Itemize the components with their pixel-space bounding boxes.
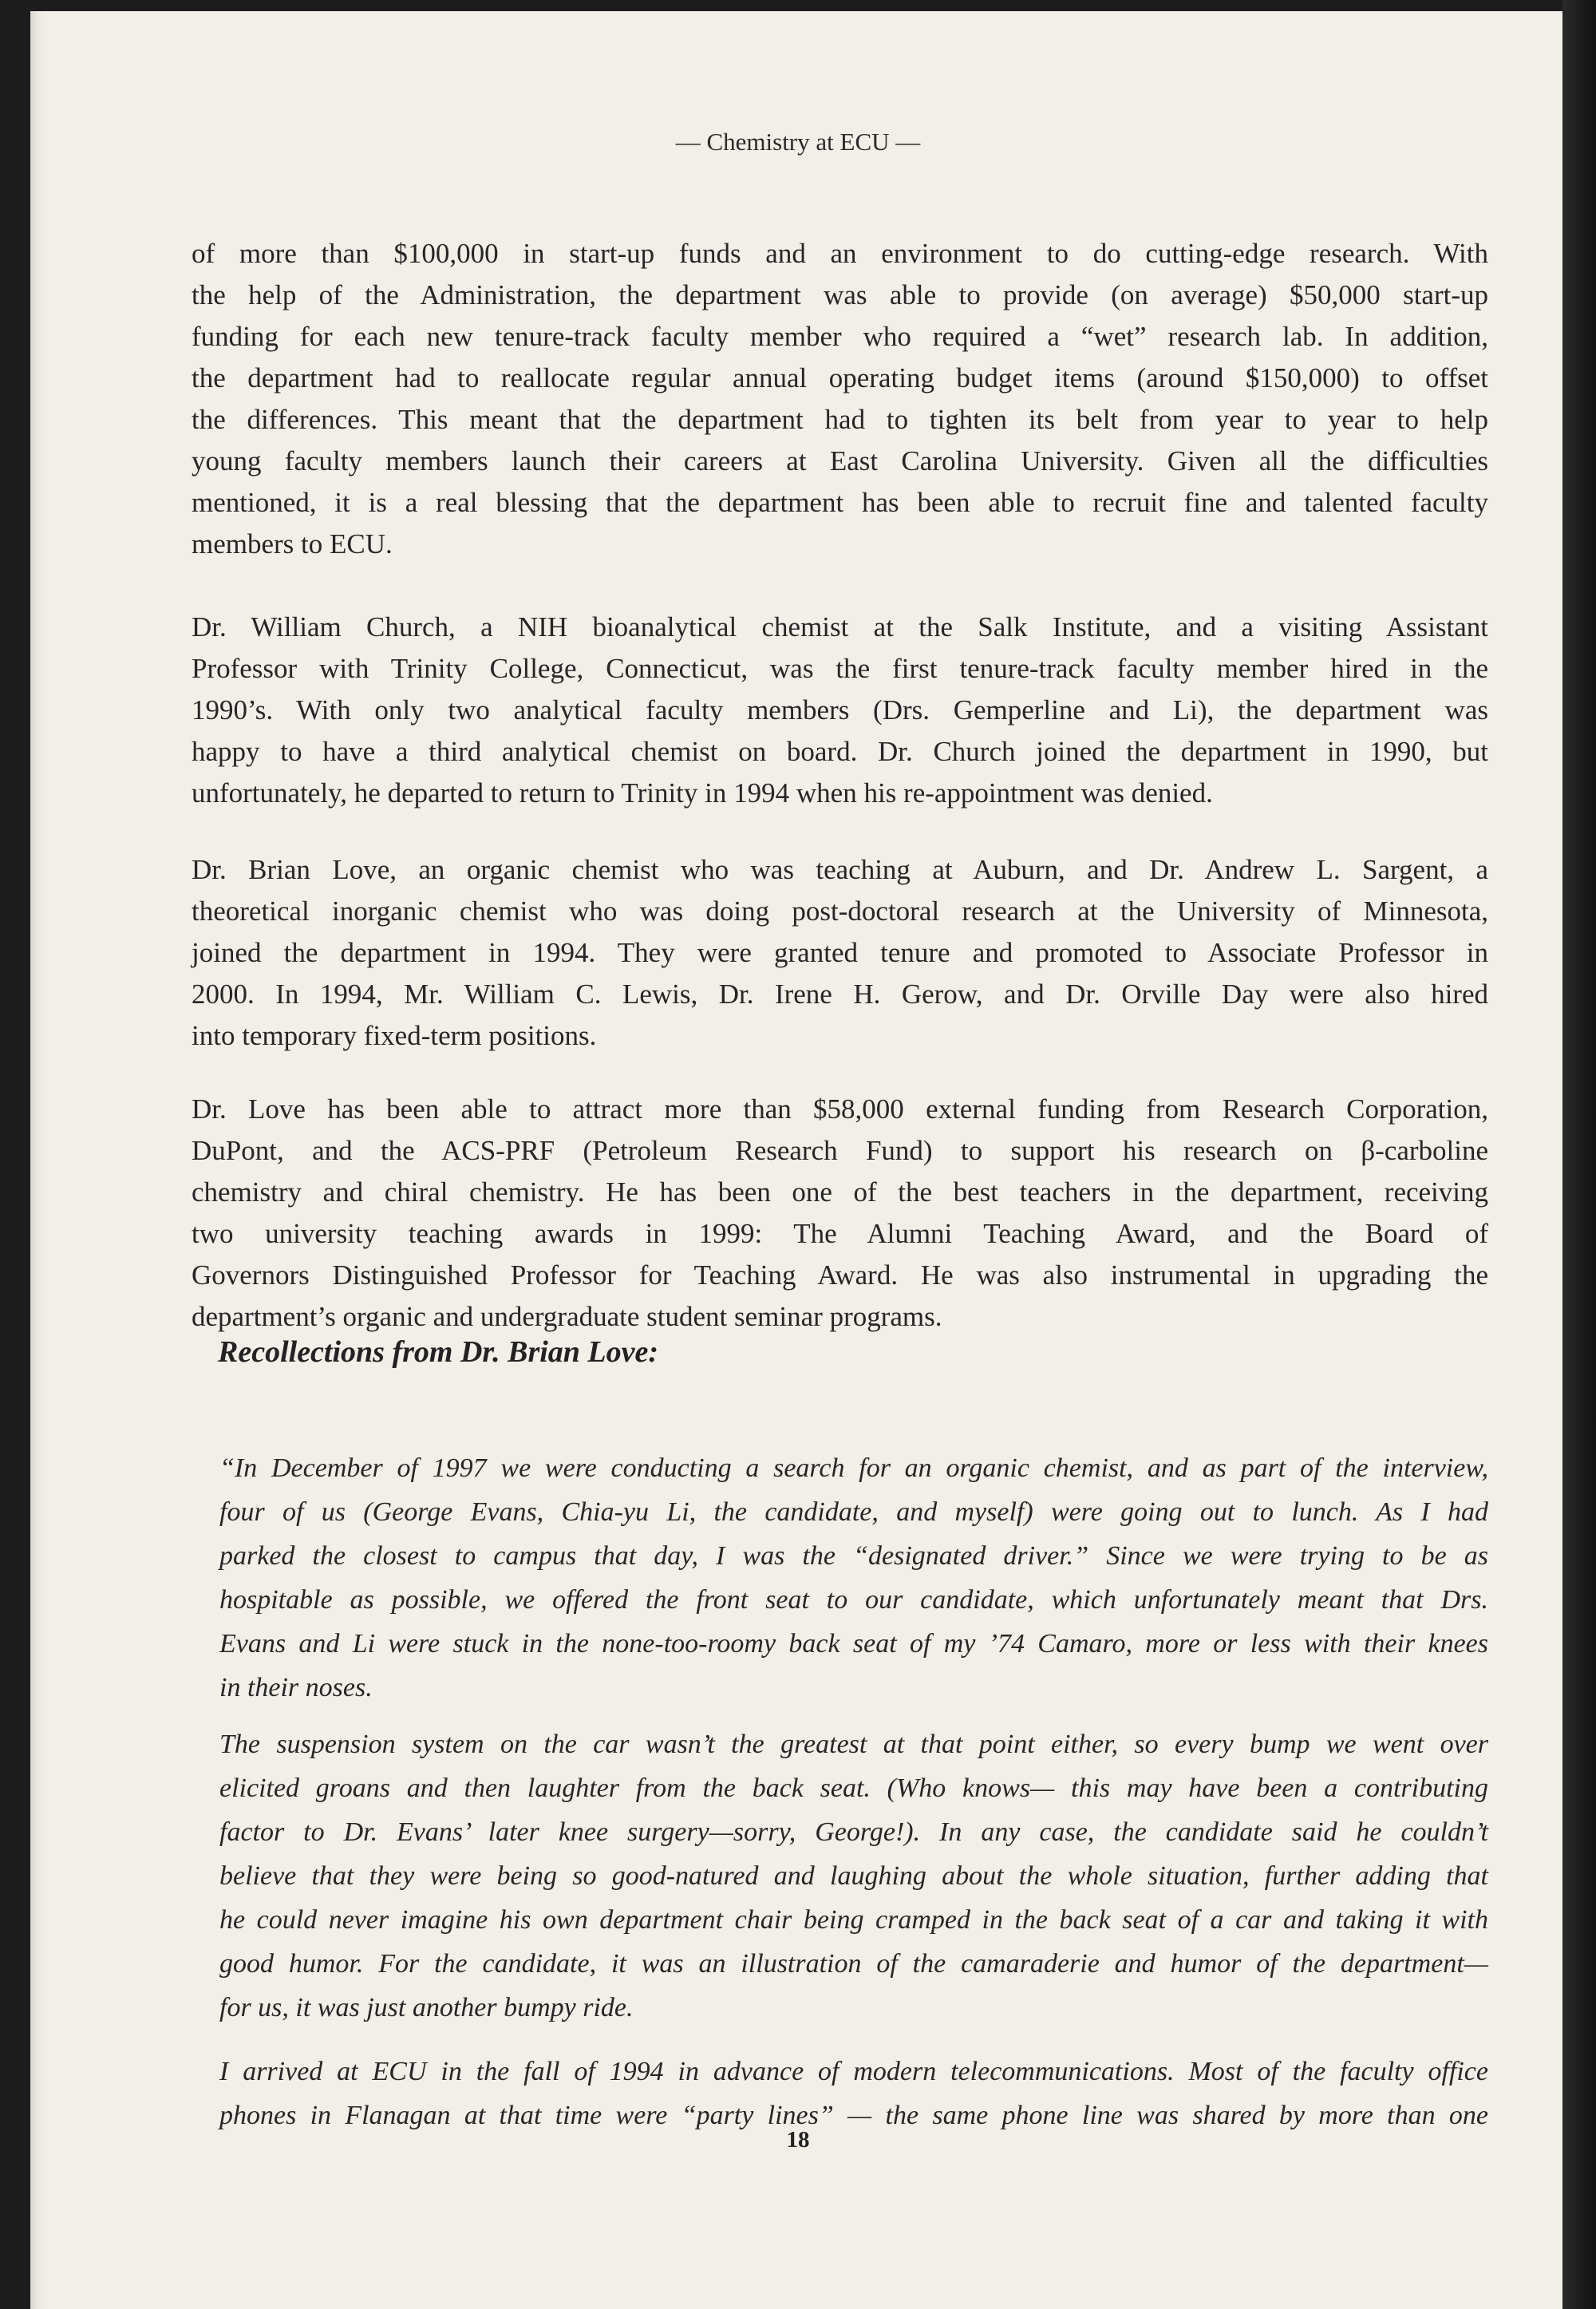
text-line: into temporary fixed-term positions. (192, 1020, 597, 1051)
page-number: 18 (786, 2127, 810, 2153)
text-line: phones in Flanagan at that time were “party lines” — the same phone line was shared by more than one (219, 2101, 1488, 2130)
paragraph-love-funding (192, 1089, 1488, 1338)
text-line: 2000. In 1994, Mr. William C. Lewis, Dr. Irene H. Gerow, and Dr. Orville Day were also hired (192, 979, 1488, 1010)
quote-paragraph-interview (219, 1446, 1488, 1710)
paragraph-brian-love-sargent (192, 849, 1488, 1057)
quote-paragraph-arrival (219, 2050, 1488, 2137)
text-line: joined the department in 1994. They were granted tenure and promoted to Associate Professor in (192, 937, 1488, 968)
section-heading: Recollections from Dr. Brian Love: (218, 1335, 659, 1369)
text-line: he could never imagine his own department chair being cramped in the back seat of a car and taking it with (219, 1905, 1488, 1935)
text-line: members to ECU. (192, 528, 393, 559)
page-stack-edge (30, 11, 48, 2309)
text-line: Governors Distinguished Professor for Teaching Award. He was also instrumental in upgrading the (192, 1259, 1488, 1291)
text-line: department’s organic and undergraduate student seminar programs. (192, 1301, 942, 1332)
text-line: theoretical inorganic chemist who was doing post-doctoral research at the University of Minnesota, (192, 896, 1488, 927)
text-line: “In December of 1997 we were conducting a search for an organic chemist, and as part of the interview, (219, 1453, 1488, 1483)
quote-paragraph-suspension (219, 1722, 1488, 2030)
paragraph-startup-funds (192, 233, 1488, 565)
text-line: mentioned, it is a real blessing that the department has been able to recruit fine and talented faculty (192, 487, 1488, 518)
text-line: I arrived at ECU in the fall of 1994 in advance of modern telecommunications. Most of the faculty office (219, 2057, 1488, 2086)
text-line: Evans and Li were stuck in the none-too-roomy back seat of my ’74 Camaro, more or less with their knees (219, 1629, 1488, 1659)
text-line: 1990’s. With only two analytical faculty members (Drs. Gemperline and Li), the department was (192, 694, 1488, 726)
text-line: chemistry and chiral chemistry. He has been one of the best teachers in the department, receiving (192, 1176, 1488, 1208)
text-line: the help of the Administration, the department was able to provide (on average) $50,000 start-up (192, 279, 1488, 310)
text-line: in their noses. (219, 1673, 373, 1702)
text-line: factor to Dr. Evans’ later knee surgery—sorry, George!). In any case, the candidate said he couldn’t (219, 1817, 1488, 1847)
text-line: DuPont, and the ACS-PRF (Petroleum Research Fund) to support his research on β-carboline (192, 1135, 1488, 1166)
running-header: — Chemistry at ECU — (675, 128, 921, 156)
text-line: young faculty members launch their careers at East Carolina University. Given all the difficulties (192, 445, 1488, 476)
text-line: the department had to reallocate regular annual operating budget items (around $150,000) to offset (192, 362, 1488, 393)
text-line: Dr. Love has been able to attract more than $58,000 external funding from Research Corporation, (192, 1093, 1488, 1125)
text-line: two university teaching awards in 1999: The Alumni Teaching Award, and the Board of (192, 1218, 1488, 1249)
text-line: four of us (George Evans, Chia-yu Li, the candidate, and myself) were going out to lunch. As I had (219, 1497, 1488, 1527)
text-line: Dr. Brian Love, an organic chemist who was teaching at Auburn, and Dr. Andrew L. Sargent, a (192, 854, 1488, 885)
text-line: happy to have a third analytical chemist on board. Dr. Church joined the department in 1990, but (192, 736, 1488, 767)
text-line: for us, it was just another bumpy ride. (219, 1993, 634, 2022)
text-line: the differences. This meant that the department had to tighten its belt from year to year to help (192, 404, 1488, 435)
text-line: Dr. William Church, a NIH bioanalytical chemist at the Salk Institute, and a visiting Assistant (192, 611, 1488, 642)
scan-border (1562, 0, 1596, 2309)
text-line: of more than $100,000 in start-up funds and an environment to do cutting-edge research. With (192, 238, 1488, 269)
text-line: funding for each new tenure-track faculty member who required a “wet” research lab. In addition, (192, 321, 1488, 352)
text-line: elicited groans and then laughter from the back seat. (Who knows— this may have been a contributing (219, 1773, 1488, 1803)
text-line: unfortunately, he departed to return to Trinity in 1994 when his re-appointment was denied. (192, 777, 1213, 809)
text-line: The suspension system on the car wasn’t the greatest at that point either, so every bump we went over (219, 1730, 1488, 1759)
text-line: good humor. For the candidate, it was an illustration of the camaraderie and humor of the department— (219, 1949, 1488, 1979)
paragraph-william-church (192, 607, 1488, 814)
text-line: hospitable as possible, we offered the front seat to our candidate, which unfortunately meant that Drs. (219, 1585, 1488, 1615)
text-line: parked the closest to campus that day, I was the “designated driver.” Since we were trying to be as (219, 1541, 1488, 1571)
text-line: Professor with Trinity College, Connecticut, was the first tenure-track faculty member hired in the (192, 653, 1488, 684)
text-line: believe that they were being so good-natured and laughing about the whole situation, further adding that (219, 1861, 1488, 1891)
